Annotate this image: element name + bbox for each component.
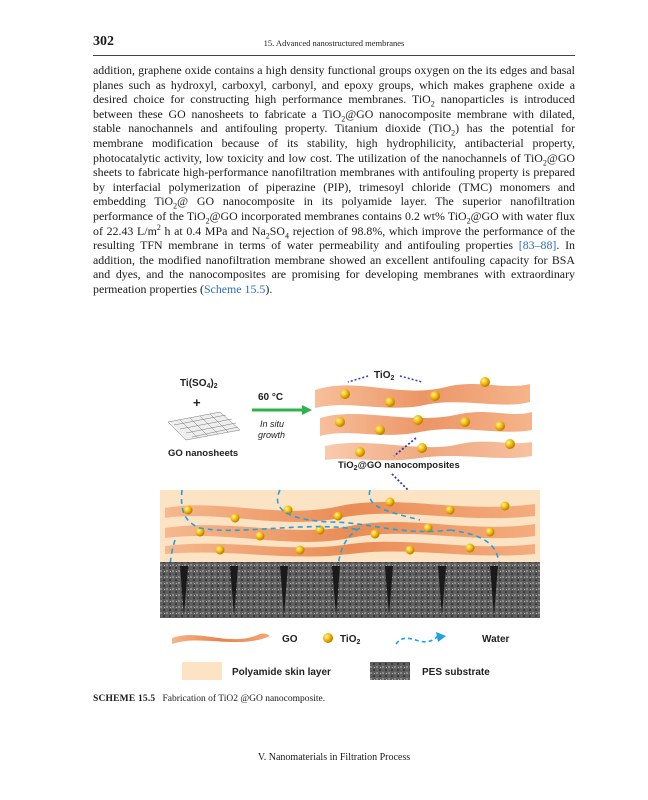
legend-polyamide-label: Polyamide skin layer [232, 667, 331, 678]
label-temperature: 60 °C [258, 392, 284, 403]
tio2-go-sheets-top [315, 377, 532, 460]
dotted-arrow [392, 474, 410, 492]
legend-water-label: Water [482, 634, 510, 645]
header-rule [93, 55, 575, 56]
text-segment: sheets to fabricate high-performance nanofiltration membranes with antifouling property is prepared by interfacial polymerization of piperazine (PIP), trimesoyl chloride (TMC) monomers and embedding [93, 165, 575, 209]
text-segment: with water flux of 22.43 L/m [93, 208, 575, 238]
reference-link[interactable]: [83–88] [518, 238, 557, 253]
caption-text: Fabrication of TiO2 @GO nanocomposite. [162, 694, 326, 704]
running-title: 15. Advanced nanostructured membranes [263, 38, 405, 48]
text-segment: rejection of 98.8%, which improve the performance of the resulting TFN membrane in terms of water permeability and antifouling properties [93, 223, 575, 253]
label-nanocomposites: TiO$_2$@GO nanocomposites [338, 460, 460, 472]
text-segment: addition, graphene oxide contains a high density functional groups oxygen on the its edges and basal planes such as hydroxyl, carboxyl, carbonyl, and epoxy groups, which makes graphene oxide a desired choice for constructing high performance membranes. [93, 63, 575, 107]
scheme-figure [160, 360, 540, 690]
text-segment: h at 0.4 MPa and [164, 223, 249, 238]
text-segment: GO nanocomposite in its polyamide layer. The superior nanofiltration performance of the [93, 194, 575, 223]
text-segment: nanocomposite membrane with dilated, stable nanochannels and antifouling property. Titanium dioxide [93, 106, 575, 136]
legend-go [172, 633, 298, 645]
label-growth: growth [258, 430, 286, 440]
label-go-nanosheets: GO nanosheets [168, 448, 239, 459]
dotted-arrow [400, 376, 422, 382]
page-footer: V. Nanomaterials in Filtration Process [257, 752, 411, 763]
text-segment: ). [265, 281, 273, 296]
legend-pes [370, 662, 490, 680]
legend-tio2 [323, 633, 360, 646]
go-nanosheet-graphic [168, 412, 240, 440]
page-number: 302 [93, 34, 114, 49]
pes-substrate [160, 562, 540, 618]
legend-water [396, 632, 510, 645]
label-in-situ: In situ [260, 419, 285, 429]
legend-go-label: GO [282, 634, 298, 645]
scheme-link[interactable]: Scheme 15.5 [203, 281, 266, 296]
legend-pes-label: PES substrate [422, 667, 490, 678]
figure-caption [93, 694, 325, 704]
page-header [93, 34, 575, 54]
label-plus: + [193, 395, 201, 410]
reaction-arrow [252, 405, 312, 415]
body-paragraph: addition, graphene oxide contains a high density functional groups oxygen on the its edges and basal planes such as hydroxyl, carboxyl, carbonyl, and epoxy groups, which makes graphene oxide a desired choice for constructing high performance membranes. TiO$_2$ nanoparticles is introduced between these GO nanosheets to fabricate a TiO$_2$@GO nanocomposite membrane with dilated, stable nanochannels and antifouling property. Titanium dioxide (TiO$_2$) has the potential for membrane modification because of its stability, high hydrophilicity, antibacterial property, photocatalytic activity, low toxicity and low cost. The utilization of the nanochannels of TiO$_2$@GO sheets to fabricate high-performance nanofiltration membranes with antifouling property is prepared by interfacial polymerization of piperazine (PIP), trimesoyl chloride (TMC) monomers and embedding TiO$_2$@ GO nanocomposite in its polyamide layer. The superior nanofiltration performance of the TiO$_2$@GO incorporated membranes contains 0.2 wt% TiO$_2$@GO with water flux of 22.43 $L/m^2$ h at 0.4 MPa and $Na_2SO_4$ rejection of 98.8%, which improve the performance of the resulting TFN membrane in terms of water permeability and antifouling properties [83–88]. In addition, the modified nanofiltration membrane showed an excellent antifouling capacity for BSA and dyes, and the nanocomposites are promising for developing membranes with extraordinary permeation properties (Scheme 15.5). [93, 63, 576, 296]
label-tiso4: $Ti(SO_4)_2$ [180, 378, 218, 390]
legend-polyamide [182, 662, 331, 680]
caption-label: SCHEME 15.5 [93, 694, 156, 704]
text-segment: incorporated membranes contains 0.2 wt% [240, 208, 445, 223]
legend-tio2-label: TiO$_2$ [340, 634, 361, 646]
text-segment: nanoparticles is introduced between these GO nanosheets to fabricate a [93, 92, 575, 121]
dotted-arrow [348, 376, 368, 382]
text-segment: has the potential for membrane modification because of its stability, high hydrophilicity, antibacterial property, photocatalytic activity, low toxicity and low cost. The utilization of the nanochannels of [93, 121, 575, 165]
text-segment: . In addition, the modified nanofiltration membrane showed an excellent antifouling capacity for BSA and dyes, and the nanocomposites are promising for developing membranes with extraordinary permeation properties ( [93, 238, 575, 296]
label-tio2-top: TiO$_2$ [374, 370, 395, 382]
